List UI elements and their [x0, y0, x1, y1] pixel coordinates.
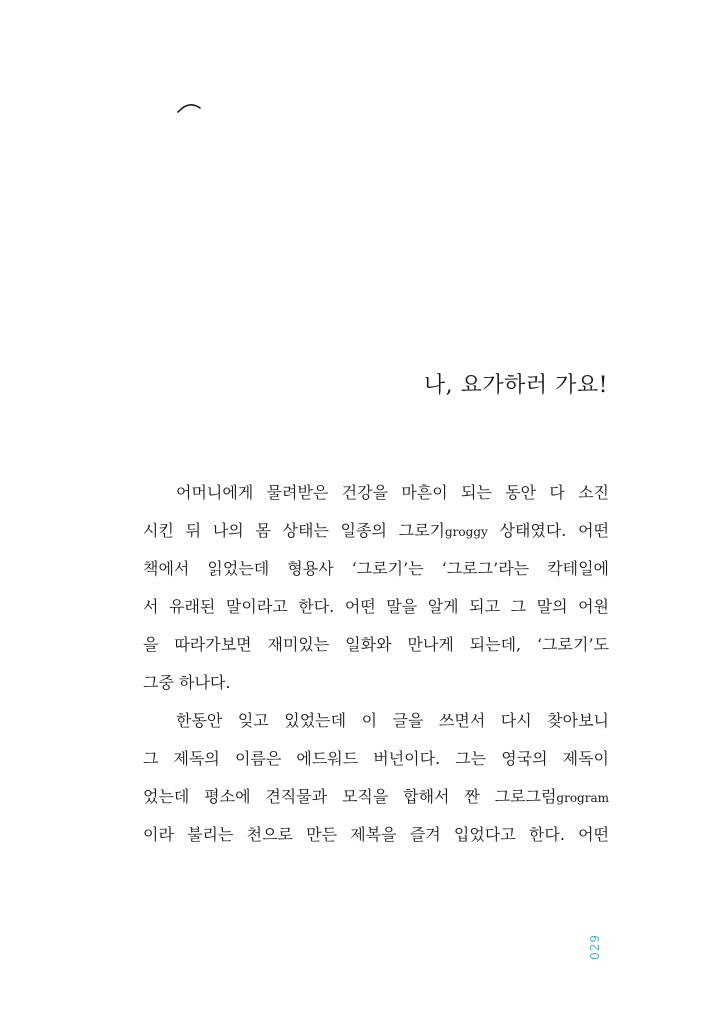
text-segment: 시킨 뒤 나의 몸 상태는 일종의 그로기	[143, 521, 445, 540]
latin-term: groggy	[445, 525, 488, 539]
paragraph-2-line-1: 한동안 잊고 있었는데 이 글을 쓰면서 다시 찾아보니	[176, 711, 609, 730]
page-number: 029	[588, 934, 602, 960]
paragraph-1-line-6: 그중 하나다.	[143, 673, 231, 692]
paragraph-1-line-5: 을 따라가보면 재미있는 일화와 만나게 되는데, ‘그로기’도	[143, 635, 609, 654]
chapter-title: 나, 요가하러 가요!	[423, 373, 608, 398]
paragraph-2-line-2: 그 제독의 이름은 에드워드 버넌이다. 그는 영국의 제독이	[143, 749, 609, 768]
latin-term: grogram	[556, 791, 609, 805]
paragraph-1-line-3: 책에서 읽었는데 형용사 ‘그로기’는 ‘그로그’라는 칵테일에	[143, 559, 609, 578]
paragraph-1-line-4: 서 유래된 말이라고 한다. 어떤 말을 알게 되고 그 말의 어원	[143, 597, 609, 616]
arc-icon	[176, 100, 202, 114]
text-segment: 상태였다. 어떤	[487, 521, 610, 540]
text-segment: 었는데 평소에 견직물과 모직을 합해서 짠 그로그럼	[143, 787, 557, 806]
body-text	[143, 474, 609, 854]
paragraph-1-line-1: 어머니에게 물려받은 건강을 마흔이 되는 동안 다 소진	[176, 483, 609, 502]
paragraph-1-line-2	[143, 512, 609, 550]
paragraph-2-line-3	[143, 778, 609, 816]
paragraph-2-line-4: 이라 불리는 천으로 만든 제복을 즐겨 입었다고 한다. 어떤	[143, 825, 609, 844]
